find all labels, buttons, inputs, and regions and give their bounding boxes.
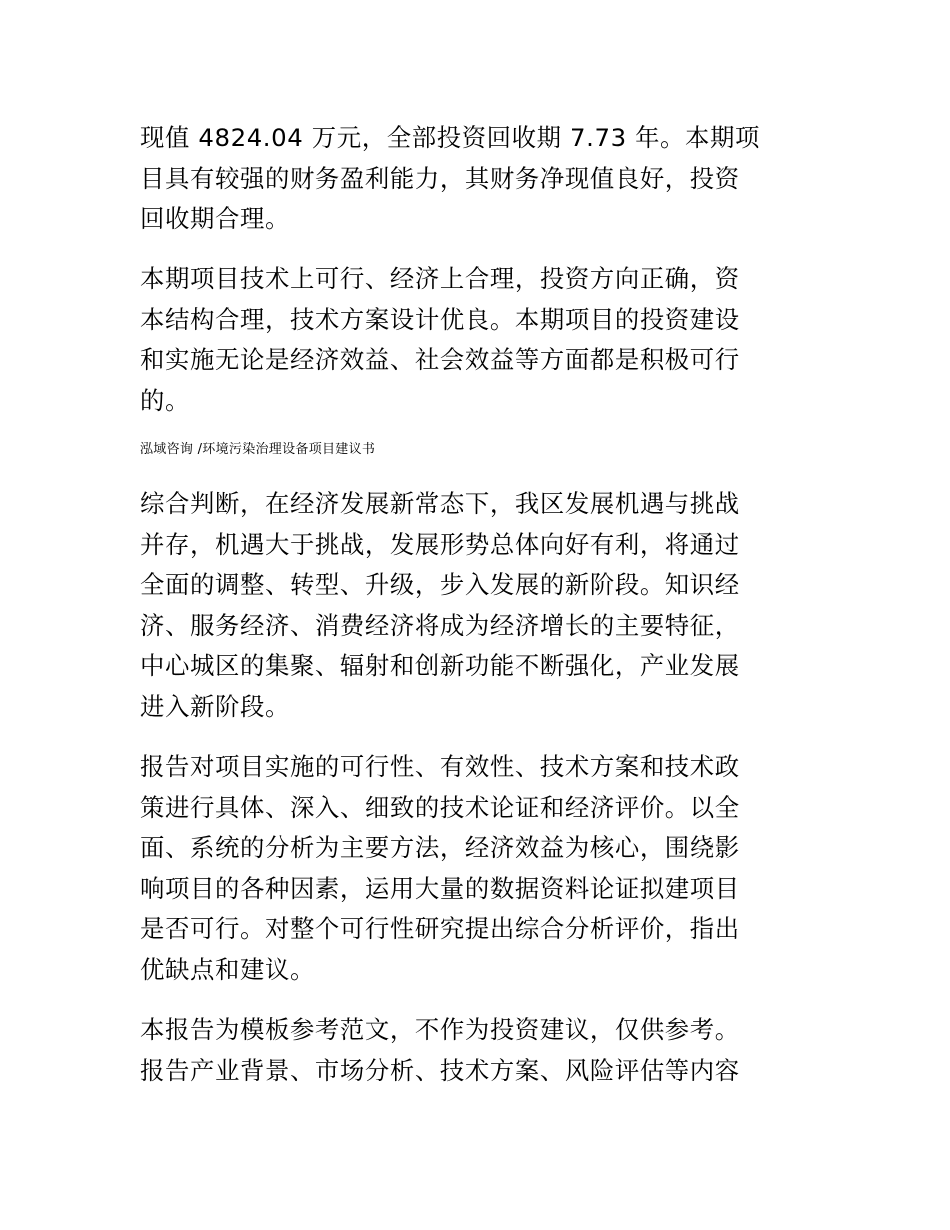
- text-line: 本期项目技术上可行、经济上合理，投资方向正确，资: [140, 264, 740, 293]
- text-line: 全面的调整、转型、升级，步入发展的新阶段。知识经: [140, 570, 740, 599]
- text-line: 进入新阶段。: [140, 691, 290, 721]
- text-line: 是否可行。对整个可行性研究提出综合分析评价，指出: [140, 914, 740, 943]
- text-line: 面、系统的分析为主要方法，经济效益为核心，围绕影: [140, 833, 740, 862]
- paragraph-3: [140, 484, 800, 727]
- text-line: 本报告为模板参考范文，不作为投资建议，仅供参考。: [140, 1015, 740, 1044]
- text-line: 和实施无论是经济效益、社会效益等方面都是积极可行: [140, 345, 740, 374]
- text-line: 目具有较强的财务盈利能力，其财务净现值良好，投资: [140, 163, 740, 193]
- text-line: 济、服务经济、消费经济将成为经济增长的主要特征，: [140, 610, 740, 640]
- paragraph-1: [140, 118, 800, 240]
- paragraph-4: [140, 747, 800, 990]
- text-line: 报告产业背景、市场分析、技术方案、风险评估等内容: [140, 1055, 740, 1085]
- running-header-note: 泓域咨询 /环境污染治理设备项目建议书: [140, 442, 376, 457]
- text-line: 现值 4824.04 万元，全部投资回收期 7.73 年。本期项: [140, 123, 761, 152]
- text-line: 报告对项目实施的可行性、有效性、技术方案和技术政: [140, 752, 740, 781]
- text-line: 并存，机遇大于挑战，发展形势总体向好有利，将通过: [140, 529, 740, 559]
- text-line: 优缺点和建议。: [140, 954, 315, 984]
- text-line: 策进行具体、深入、细致的技术论证和经济评价。以全: [140, 792, 740, 822]
- paragraph-2: [140, 259, 800, 421]
- text-line: 响项目的各种因素，运用大量的数据资料论证拟建项目: [140, 873, 740, 903]
- paragraph-5: [140, 1010, 800, 1091]
- text-line: 回收期合理。: [140, 204, 290, 233]
- text-line: 本结构合理，技术方案设计优良。本期项目的投资建设: [140, 304, 740, 334]
- text-line: 综合判断，在经济发展新常态下，我区发展机遇与挑战: [140, 489, 740, 518]
- text-line: 的。: [140, 385, 190, 415]
- text-line: 中心城区的集聚、辐射和创新功能不断强化，产业发展: [140, 651, 740, 680]
